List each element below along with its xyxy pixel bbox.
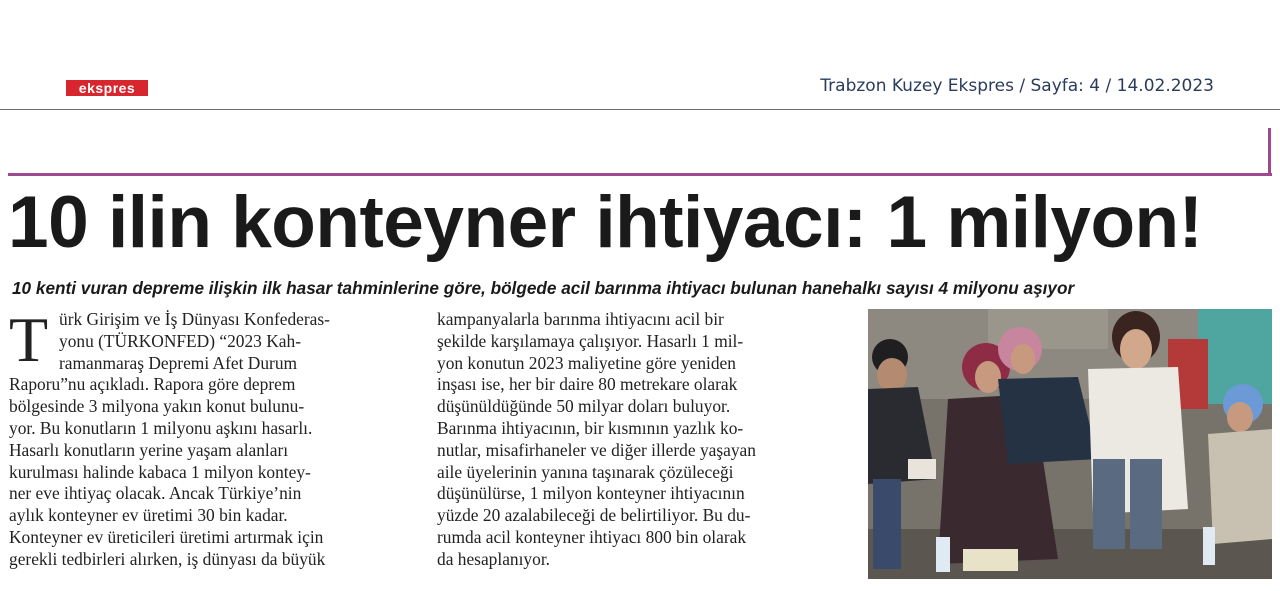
column-line: nutlar, misafirhaneler ve diğer illerde yaşayan [437,439,756,460]
column-line: düşünüldüğünde 50 milyar doları buluyor. [437,396,731,417]
column-line: yor. Bu konutların 1 milyonu aşkını hasarlı. [9,417,313,438]
column-line: şekilde karşılamaya çalışıyor. Hasarlı 1 mil- [437,330,744,351]
column-line: Konteyner ev üreticileri üretimi artırmak için [9,526,324,547]
earthquake-survivors-photo [868,309,1272,579]
column-line: aylık konteyner ev üretimi 30 bin kadar. [9,505,288,526]
newspaper-logo: ekspres [66,80,148,96]
news-photo [868,309,1272,579]
article-column-1 [9,304,423,571]
source-line: Trabzon Kuzey Ekspres / Sayfa: 4 / 14.02.2023 [820,76,1214,96]
column-line: kampanyalarla barınma ihtiyacını acil bir [437,309,724,329]
column-line: ramanmaraş Depremi Afet Durum [59,352,298,373]
column-line: ner eve ihtiyaç olacak. Ancak Türkiye’nin [9,483,302,504]
column-line: Raporu”nu açıkladı. Rapora göre deprem [9,374,296,395]
subheadline: 10 kenti vuran depreme ilişkin ilk hasar tahminlerine göre, bölgede acil barınma ihtiyacı bulunan hanehalkı sayısı 4 milyonu aşıyor [12,278,1075,298]
column-line: gerekli tedbirleri alırken, iş dünyası da büyük [9,548,326,569]
headline: 10 ilin konteyner ihtiyacı: 1 milyon! [8,182,1203,263]
column-line: bölgesinde 3 milyona yakın konut bulunu- [9,396,305,417]
column-line: yonu (TÜRKONFED) “2023 Kah- [59,330,301,351]
accent-tick [1268,128,1271,175]
column-line: yüzde 20 azalabileceği de belirtiliyor. Bu du- [437,505,751,526]
header-divider [0,109,1280,110]
column-line: kurulması halinde kabaca 1 milyon kontey- [9,461,311,482]
column-line: Hasarlı konutların yerine yaşam alanları [9,439,289,460]
article-column-2 [437,309,851,571]
column-line: da hesaplanıyor. [437,548,551,569]
column-line: rumda acil konteyner ihtiyacı 800 bin olarak [437,526,747,547]
column-line: düşünülürse, 1 milyon konteyner ihtiyacının [437,483,745,504]
column-line: Barınma ihtiyacının, bir kısmının yazlık ko- [437,417,744,438]
column-line: yon konutun 2023 maliyetine göre yeniden [437,352,736,373]
accent-rule [8,173,1272,176]
column-line: aile üyelerinin yanına taşınarak çözüleceği [437,461,734,482]
column-line: inşası ise, her bir daire 80 metrekare olarak [437,374,738,395]
column-line: ürk Girişim ve İş Dünyası Konfederas- [59,309,330,329]
drop-cap: T [9,304,49,375]
